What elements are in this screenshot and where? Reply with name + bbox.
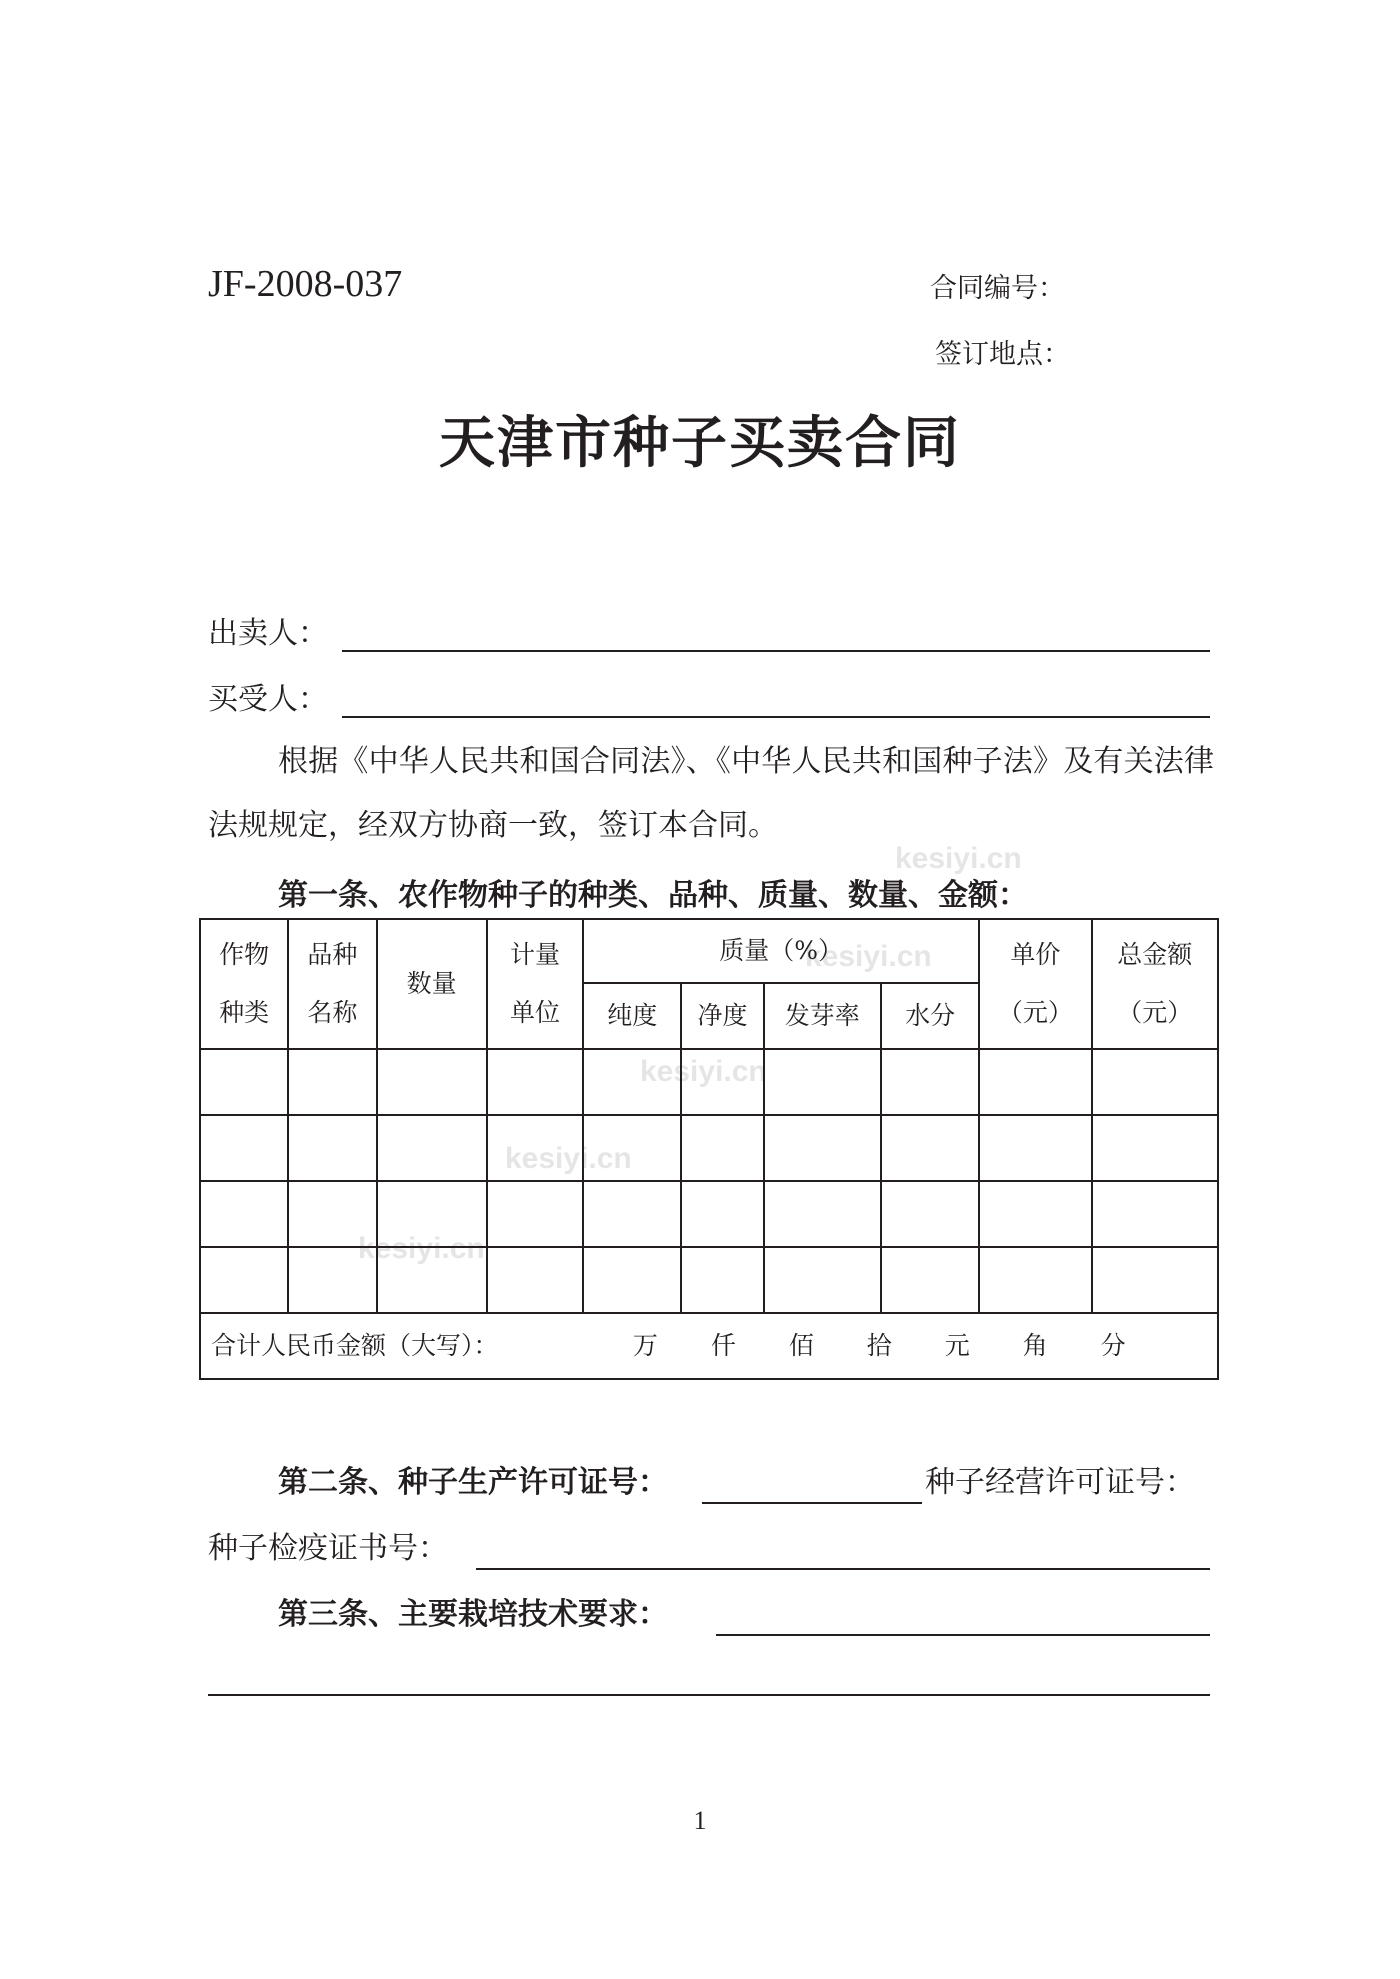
table-cell[interactable] xyxy=(487,1115,583,1181)
cultivation-requirements-field-line2[interactable] xyxy=(208,1654,1210,1696)
header-unit-price: 单价 （元） xyxy=(979,919,1091,1049)
unit-qian: 仟 xyxy=(710,1331,736,1360)
cultivation-requirements-field[interactable] xyxy=(716,1594,1210,1636)
intro-paragraph: 根据《中华人民共和国合同法》、《中华人民共和国种子法》及有关法律法规规定，经双方协商一致，签订本合同。 xyxy=(208,744,1214,843)
signing-place-field[interactable] xyxy=(1077,338,1222,372)
header-crop-type: 作物 种类 xyxy=(200,919,288,1049)
production-license-field[interactable] xyxy=(702,1462,922,1504)
signing-place-label: 签订地点： xyxy=(935,339,1070,370)
table-cell[interactable] xyxy=(583,1115,681,1181)
table-cell[interactable] xyxy=(200,1049,288,1115)
table-cell[interactable] xyxy=(764,1181,881,1247)
table-cell[interactable] xyxy=(764,1115,881,1181)
header-germination: 发芽率 xyxy=(764,983,881,1049)
seller-field[interactable] xyxy=(342,610,1210,652)
table-row xyxy=(200,1115,1218,1181)
watermark: kesiyi.cn xyxy=(505,1142,632,1175)
table-cell[interactable] xyxy=(681,1247,763,1313)
article-2-heading: 第二条、种子生产许可证号： xyxy=(278,1465,668,1500)
header-variety: 品种 名称 xyxy=(288,919,376,1049)
unit-yuan: 元 xyxy=(944,1331,970,1360)
total-row xyxy=(200,1313,1218,1379)
table-cell[interactable] xyxy=(681,1181,763,1247)
unit-fen: 分 xyxy=(1100,1331,1126,1360)
seed-table xyxy=(199,918,1219,1380)
table-cell[interactable] xyxy=(881,1181,979,1247)
watermark: kesiyi.cn xyxy=(895,842,1022,875)
table-cell[interactable] xyxy=(881,1115,979,1181)
unit-wan: 万 xyxy=(632,1331,658,1360)
table-cell[interactable] xyxy=(377,1049,487,1115)
table-cell[interactable] xyxy=(200,1115,288,1181)
table-cell[interactable] xyxy=(487,1049,583,1115)
table-cell[interactable] xyxy=(288,1049,376,1115)
table-cell[interactable] xyxy=(377,1115,487,1181)
table-cell[interactable] xyxy=(200,1181,288,1247)
table-cell[interactable] xyxy=(979,1115,1091,1181)
table-cell[interactable] xyxy=(1092,1181,1218,1247)
contract-number-label: 合同编号： xyxy=(930,273,1065,304)
document-code: JF-2008-037 xyxy=(208,263,403,305)
header-cleanliness: 净度 xyxy=(681,983,763,1049)
table-cell[interactable] xyxy=(377,1181,487,1247)
table-cell[interactable] xyxy=(681,1049,763,1115)
table-cell[interactable] xyxy=(288,1247,376,1313)
article-3-heading: 第三条、主要栽培技术要求： xyxy=(278,1597,668,1632)
quarantine-cert-field[interactable] xyxy=(476,1528,1210,1570)
header-moisture: 水分 xyxy=(881,983,979,1049)
table-cell[interactable] xyxy=(288,1181,376,1247)
table-cell[interactable] xyxy=(979,1247,1091,1313)
buyer-label: 买受人： xyxy=(208,682,328,717)
table-cell[interactable] xyxy=(881,1049,979,1115)
business-license-label: 种子经营许可证号： xyxy=(925,1465,1195,1500)
table-cell[interactable] xyxy=(583,1049,681,1115)
table-cell[interactable] xyxy=(1092,1049,1218,1115)
table-cell[interactable] xyxy=(764,1247,881,1313)
document-title: 天津市种子买卖合同 xyxy=(439,410,961,476)
header-purity: 纯度 xyxy=(583,983,681,1049)
header-unit: 计量 单位 xyxy=(487,919,583,1049)
total-amount-label: 合计人民币金额（大写）： xyxy=(211,1331,499,1360)
table-cell[interactable] xyxy=(200,1247,288,1313)
header-total-amount: 总金额 （元） xyxy=(1092,919,1218,1049)
table-cell[interactable] xyxy=(288,1115,376,1181)
unit-bai: 佰 xyxy=(788,1331,814,1360)
quarantine-cert-label: 种子检疫证书号： xyxy=(208,1531,448,1566)
seller-label: 出卖人： xyxy=(208,616,328,651)
table-cell[interactable] xyxy=(1092,1115,1218,1181)
table-cell[interactable] xyxy=(583,1181,681,1247)
header-quantity: 数量 xyxy=(377,919,487,1049)
table-cell[interactable] xyxy=(1092,1247,1218,1313)
watermark: kesiyi.cn xyxy=(640,1055,767,1088)
table-row xyxy=(200,1181,1218,1247)
table-cell[interactable] xyxy=(881,1247,979,1313)
buyer-field[interactable] xyxy=(342,676,1210,718)
contract-number-field[interactable] xyxy=(1072,272,1222,306)
table-cell[interactable] xyxy=(377,1247,487,1313)
table-row xyxy=(200,1247,1218,1313)
unit-shi: 拾 xyxy=(866,1331,892,1360)
unit-jiao: 角 xyxy=(1022,1331,1048,1360)
table-cell[interactable] xyxy=(583,1247,681,1313)
header-quality: 质量（%） xyxy=(583,919,979,983)
page-number: 1 xyxy=(693,1806,707,1835)
table-cell[interactable] xyxy=(979,1181,1091,1247)
watermark: kesiyi.cn xyxy=(805,940,932,973)
table-row xyxy=(200,1049,1218,1115)
watermark: kesiyi.cn xyxy=(358,1232,485,1265)
table-cell[interactable] xyxy=(487,1247,583,1313)
table-cell[interactable] xyxy=(979,1049,1091,1115)
table-cell[interactable] xyxy=(764,1049,881,1115)
table-cell[interactable] xyxy=(681,1115,763,1181)
table-cell[interactable] xyxy=(487,1181,583,1247)
article-1-heading: 第一条、农作物种子的种类、品种、质量、数量、金额： xyxy=(278,878,1028,913)
